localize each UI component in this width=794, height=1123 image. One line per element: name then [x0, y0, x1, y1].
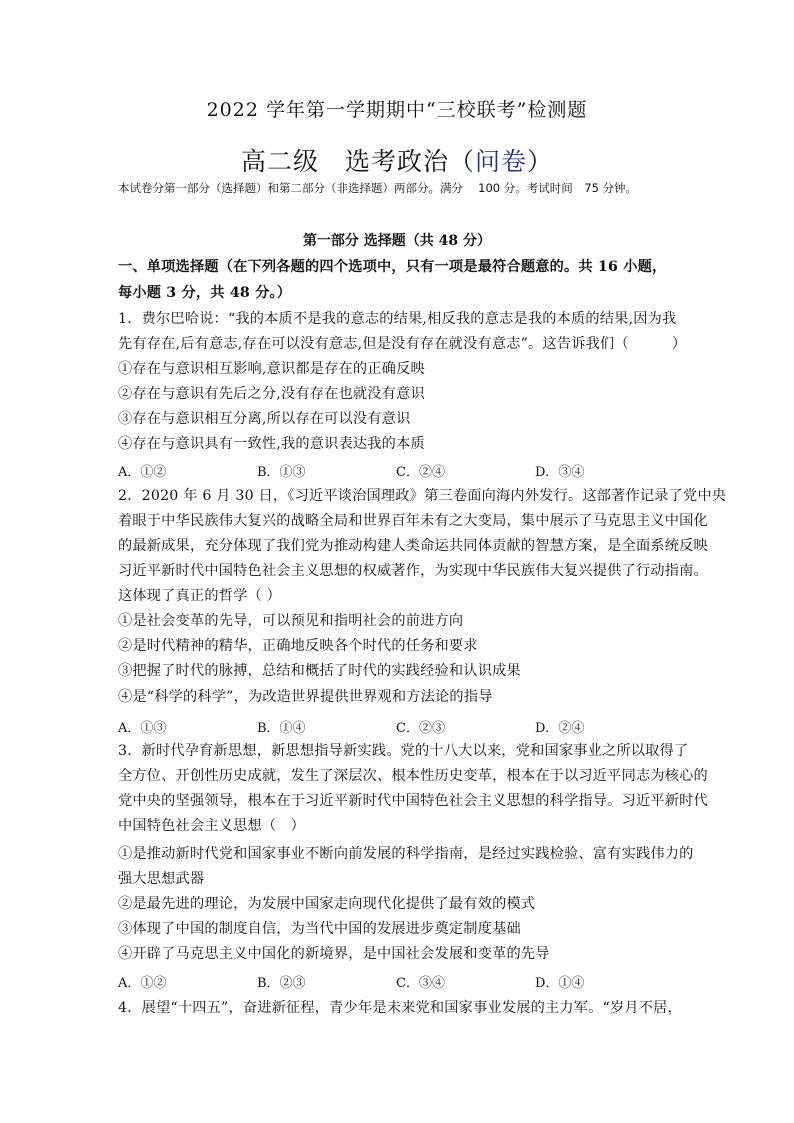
q3-item-2: ②是最先进的理论，为发展中国家走向现代化提供了最有效的模式: [118, 896, 536, 912]
q3-item-1-line-2: 强大思想武器: [118, 871, 205, 887]
q1-option-c: C．②④: [396, 465, 445, 480]
q1-stem-line-1: 1．费尔巴哈说：“我的本质不是我的意志的结果,相反我的意志是我的本质的结果,因为我: [118, 311, 677, 327]
q2-item-1: ①是社会变革的先导，可以预见和指明社会的前进方向: [118, 613, 464, 629]
subtitle-end: ）: [527, 147, 554, 176]
q2-item-4: ④是“科学的科学”，为改造世界提供世界观和方法论的指导: [118, 689, 493, 705]
q3-item-4: ④开辟了马克思主义中国化的新境界，是中国社会发展和变革的先导: [118, 946, 550, 962]
q3-option-d: D．①④: [535, 976, 585, 991]
subtitle-highlight: 问卷: [474, 147, 527, 176]
exam-title: 2022 学年第一学期期中“三校联考”检测题: [206, 99, 588, 121]
q1-item-1: ①存在与意识相互影响,意识都是存在的正确反映: [118, 361, 425, 377]
q2-stem-line-4: 习近平新时代中国特色社会主义思想的权威著作，为实现中华民族伟大复兴提供了行动指南。: [118, 563, 708, 579]
q2-stem-line-2: 着眼于中华民族伟大复兴的战略全局和世界百年未有之大变局，集中展示了马克思主义中国化: [118, 513, 708, 529]
q3-stem-line-3: 党中央的坚强领导，根本在于习近平新时代中国特色社会主义思想的科学指导。习近平新时代: [118, 793, 708, 809]
subtitle-main: 高二级 选考政治（: [240, 147, 475, 176]
q1-item-4: ④存在与意识具有一致性,我的意识表达我的本质: [118, 436, 425, 452]
q1-option-b: B．①③: [257, 465, 306, 480]
exam-intro: 本试卷分第一部分（选择题）和第二部分（非选择题）两部分。满分 100 分。考试时间 75 分钟。: [118, 181, 638, 195]
section-title: 第一部分 选择题（共 48 分）: [302, 233, 492, 249]
q2-option-d: D．②④: [535, 721, 585, 736]
q2-option-c: C．②③: [396, 721, 445, 736]
q2-stem-line-5: 这体现了真正的哲学（ ）: [118, 588, 281, 604]
q1-option-d: D．③④: [535, 465, 585, 480]
q3-stem-line-4: 中国特色社会主义思想（ ）: [118, 818, 306, 834]
q2-item-2: ②是时代精神的精华，正确地反映各个时代的任务和要求: [118, 638, 478, 654]
q3-option-c: C．③④: [396, 976, 445, 991]
section-instruction-1: 一、单项选择题（在下列各题的四个选项中，只有一项是最符合题意的。共 16 小题，: [118, 259, 667, 275]
q4-stem-line-1: 4．展望“十四五”，奋进新征程，青少年是未来党和国家事业发展的主力军。“岁月不居，: [118, 1000, 682, 1016]
q2-option-b: B．①④: [257, 721, 306, 736]
q3-option-b: B．②③: [257, 976, 306, 991]
exam-subtitle: [0, 142, 794, 178]
q1-item-3: ③存在与意识相互分离,所以存在可以没有意识: [118, 411, 411, 427]
q1-stem-line-2: 先有存在,后有意志,存在可以没有意志,但是没有存在就没有意志”。这告诉我们（ ）: [118, 336, 687, 352]
q3-item-1-line-1: ①是推动新时代党和国家事业不断向前发展的科学指南，是经过实践检验、富有实践伟力的: [118, 846, 694, 862]
q3-option-a: A．①②: [118, 976, 167, 991]
q3-stem-line-2: 全方位、开创性历史成就，发生了深层次、根本性历史变革，根本在于以习近平同志为核心的: [118, 768, 708, 784]
q3-stem-line-1: 3．新时代孕育新思想，新思想指导新实践。党的十八大以来，党和国家事业之所以取得了: [118, 743, 689, 759]
section-instruction-2: 每小题 3 分，共 48 分。）: [118, 285, 292, 301]
q1-option-a: A．①②: [118, 465, 167, 480]
q2-item-3: ③把握了时代的脉搏，总结和概括了时代的实践经验和认识成果: [118, 663, 521, 679]
q2-stem-line-1: 2．2020 年 6 月 30 日，《习近平谈治国理政》第三卷面向海内外发行。这部著作记录了党中央: [118, 488, 727, 504]
q1-item-2: ②存在与意识有先后之分,没有存在也就没有意识: [118, 386, 425, 402]
q2-option-a: A．①③: [118, 721, 167, 736]
q2-stem-line-3: 的最新成果，充分体现了我们党为推动构建人类命运共同体贡献的智慧方案，是全面系统反映: [118, 538, 708, 554]
q3-item-3: ③体现了中国的制度自信，为当代中国的发展进步奠定制度基础: [118, 921, 521, 937]
